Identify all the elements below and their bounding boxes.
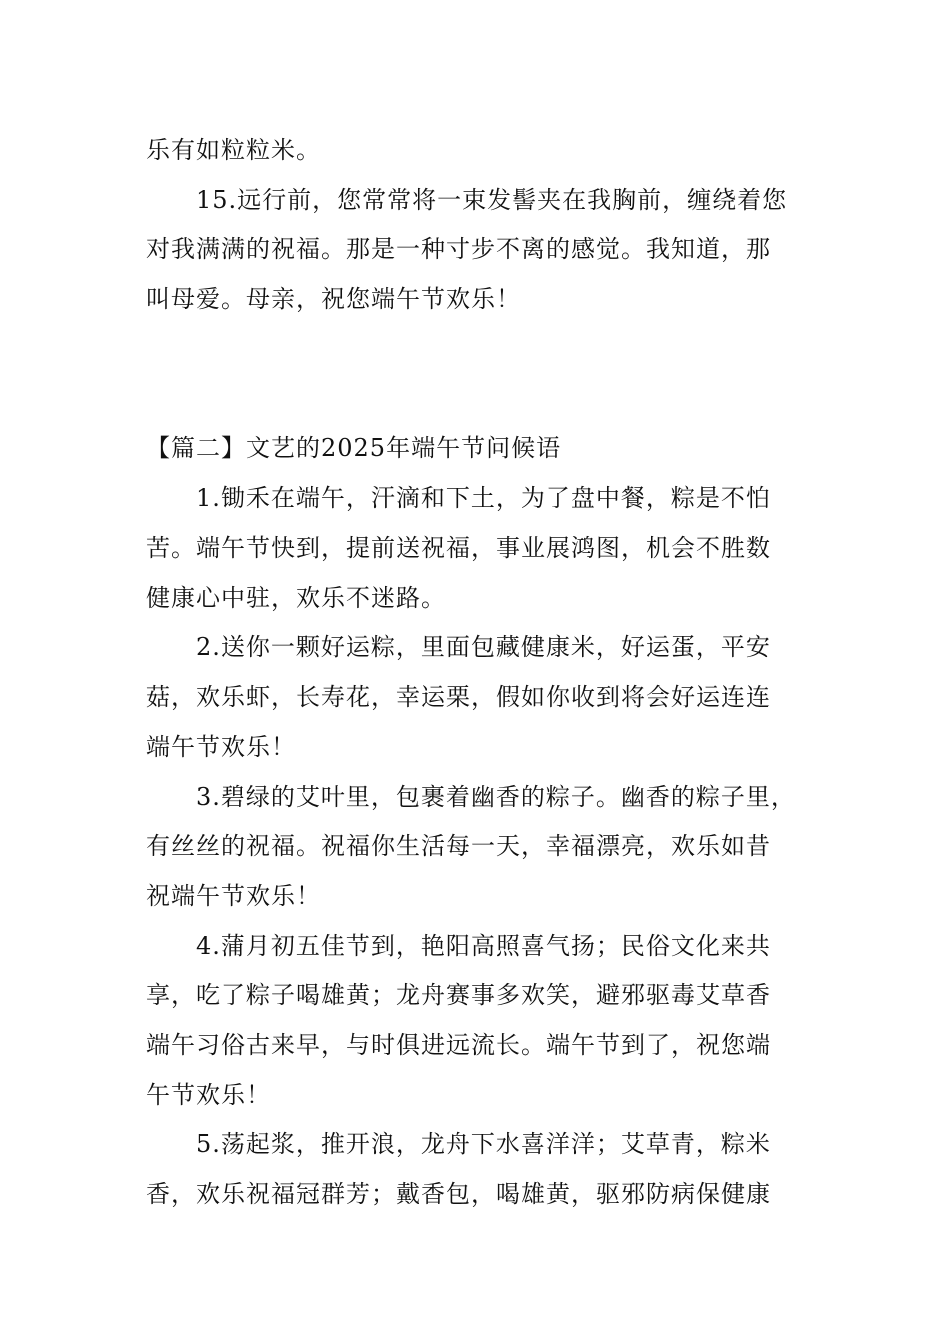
paragraph-line: 健康心中驻，欢乐不迷路。 [146, 584, 446, 612]
paragraph-line: 享，吃了粽子喝雄黄；龙舟赛事多欢笑，避邪驱毒艾草香 [146, 981, 771, 1009]
paragraph-line: 2.送你一颗好运粽，里面包藏健康米，好运蛋，平安 [196, 633, 771, 661]
section-heading: 【篇二】文艺的2025年端午节问候语 [146, 434, 562, 462]
paragraph-line: 3.碧绿的艾叶里，包裹着幽香的粽子。幽香的粽子里， [196, 783, 796, 811]
paragraph-line: 端午节欢乐！ [146, 733, 296, 761]
paragraph-line: 对我满满的祝福。那是一种寸步不离的感觉。我知道，那 [146, 235, 771, 263]
paragraph-line: 菇，欢乐虾，长寿花，幸运栗，假如你收到将会好运连连 [146, 683, 771, 711]
paragraph-line: 有丝丝的祝福。祝福你生活每一天，幸福漂亮，欢乐如昔 [146, 832, 771, 860]
paragraph-line: 午节欢乐！ [146, 1081, 271, 1109]
paragraph-line: 4.蒲月初五佳节到，艳阳高照喜气扬；民俗文化来共 [196, 932, 771, 960]
paragraph-line: 1.锄禾在端午，汗滴和下土，为了盘中餐，粽是不怕 [196, 484, 771, 512]
paragraph-line: 香，欢乐祝福冠群芳；戴香包，喝雄黄，驱邪防病保健康 [146, 1180, 771, 1208]
paragraph-line: 5.荡起浆，推开浪，龙舟下水喜洋洋；艾草青，粽米 [196, 1130, 771, 1158]
paragraph-line: 祝端午节欢乐！ [146, 882, 321, 910]
paragraph-line: 乐有如粒粒米。 [146, 136, 321, 164]
paragraph-line: 15.远行前，您常常将一束发髻夹在我胸前，缠绕着您 [196, 186, 788, 214]
paragraph-line: 叫母爱。母亲，祝您端午节欢乐！ [146, 285, 521, 313]
paragraph-line: 苦。端午节快到，提前送祝福，事业展鸿图，机会不胜数 [146, 534, 771, 562]
paragraph-line: 端午习俗古来早，与时俱进远流长。端午节到了，祝您端 [146, 1031, 771, 1059]
